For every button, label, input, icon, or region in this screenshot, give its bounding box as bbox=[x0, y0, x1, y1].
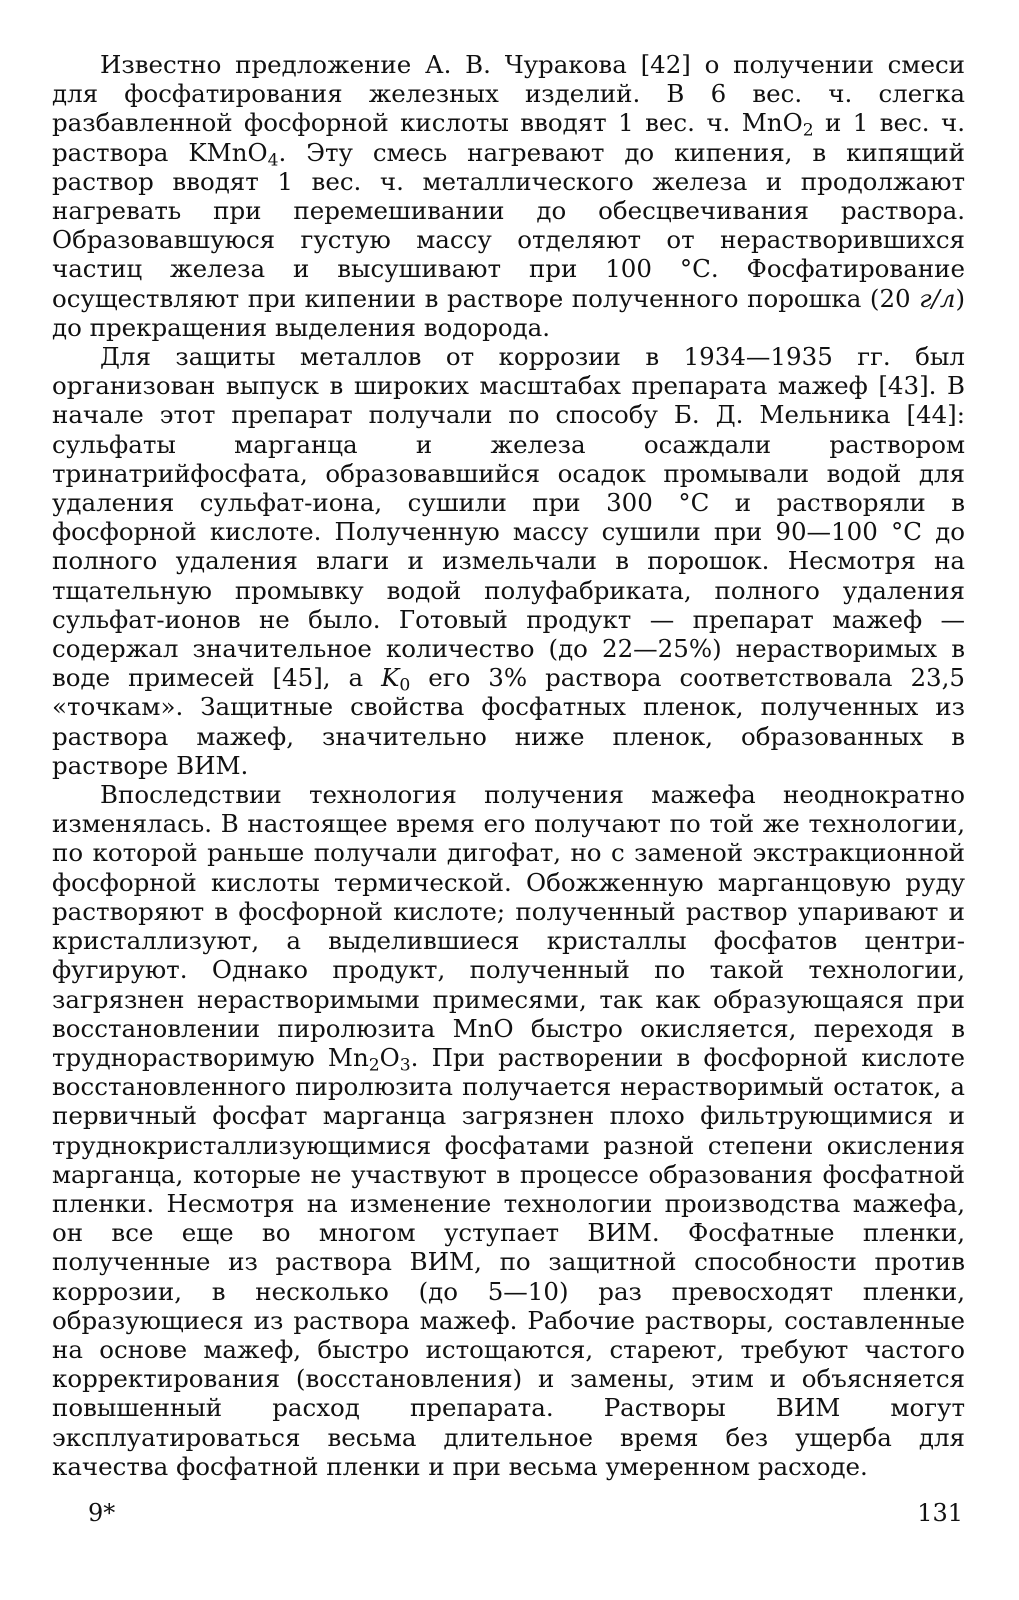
paragraph-3 bbox=[52, 780, 965, 1481]
paragraph-2 bbox=[52, 342, 965, 780]
italic-text: K bbox=[381, 663, 400, 693]
text-run: и 1 вес. ч. раствора KMnO bbox=[52, 108, 965, 167]
text-run: его 3% раствора соответствовала 23,5 «точкам». Защитные свойства фосфатных пленок, полученных из раствора мажеф, значительно ниже пленок, образованных в растворе ВИМ. bbox=[52, 663, 965, 780]
page-body bbox=[52, 50, 965, 1481]
text-run: . Эту смесь нагревают до кипения, в кипящий раствор вводят 1 вес. ч. металлического железа и продолжают нагревать при перемешивании до обесцвечивания раствора. Образовавшуюся густую массу отделяют от нерастворившихся частиц железа и высушивают при 100 °С. Фосфатирование осуществляют при кипении в растворе полученного порошка (20 bbox=[52, 137, 965, 313]
subscript: 2 bbox=[802, 120, 814, 141]
subscript: 0 bbox=[399, 675, 411, 696]
text-run: Для защиты металлов от коррозии в 1934—1935 гг. был организован выпуск в широких масштабах препарата мажеф [43]. В начале этот препарат получали по способу Б. Д. Мельника [44]: сульфаты марганца и железа осаждали раствором тринатрийфосфата, образовавшийся осадок промывали водой для удаления сульфат-иона, сушили при 300 °С и растворяли в фосфорной кислоте. Полученную массу сушили при 90—100 °С до полного удаления влаги и измельчали в порошок. Несмотря на тщательную промывку водой полуфабриката, полного удаления сульфат-ионов не было. Готовый продукт — препарат мажеф — содержал значительное количество (до 22—25%) нерастворимых в воде примесей [45], а bbox=[52, 342, 965, 693]
italic-text: г/л bbox=[919, 283, 956, 313]
text-run: Известно предложение А. В. Чуракова [42] о получении смеси для фосфатирования железных изделий. В 6 вес. ч. слегка разбавленной фосфорной кислоты вводят 1 вес. ч. MnO bbox=[52, 50, 965, 138]
signature-mark: 9* bbox=[88, 1499, 116, 1527]
page-number: 131 bbox=[917, 1499, 963, 1527]
text-run: . При растворении в фосфорной кислоте восстановленного пиролюзита получается нерастворимый остаток, а первичный фосфат марганца загрязнен плохо фильтрующимися и труднокристаллизующимися фосфатами разной степени окисления марганца, которые не участвуют в процессе образования фосфатной пленки. Несмотря на изменение технологии производства мажефа, он все еще во многом уступает ВИМ. Фосфатные пленки, полученные из раствора ВИМ, по защитной способности против коррозии, в несколько (до 5—10) раз превосходят пленки, образующиеся из раствора мажеф. Рабочие растворы, составленные на основе мажеф, быстро истощаются, стареют, требуют частого корректирования (восстановления) и замены, этим и объясняется повышенный расход препарата. Растворы ВИМ могут эксплуатироваться весьма длительное время без ущерба для качества фосфатной пленки и при весьма умеренном расходе. bbox=[52, 1042, 965, 1481]
paragraph-1 bbox=[52, 50, 965, 342]
subscript: 3 bbox=[399, 1055, 411, 1076]
text-run: O bbox=[379, 1042, 400, 1072]
text-run: Впоследствии технология получения мажефа неоднократно изменялась. В настоящее время его получают по той же технологии, по которой раньше получали дигофат, но с заменой экстракционной фосфорной кислоты термической. Обожженную марганцовую руду растворяют в фосфорной кислоте; полученный раствор упаривают и кристаллизуют, а выделившиеся кристаллы фосфатов центрифугируют. Однако продукт, полученный по такой технологии, загрязнен нерастворимыми примесями, так как образующаяся при восстановлении пиролюзита MnO быстро окисляется, переходя в труднорастворимую Mn bbox=[52, 780, 965, 1072]
text-run: ) до прекращения выделения водорода. bbox=[52, 283, 965, 342]
subscript: 2 bbox=[368, 1055, 380, 1076]
subscript: 4 bbox=[267, 149, 279, 170]
